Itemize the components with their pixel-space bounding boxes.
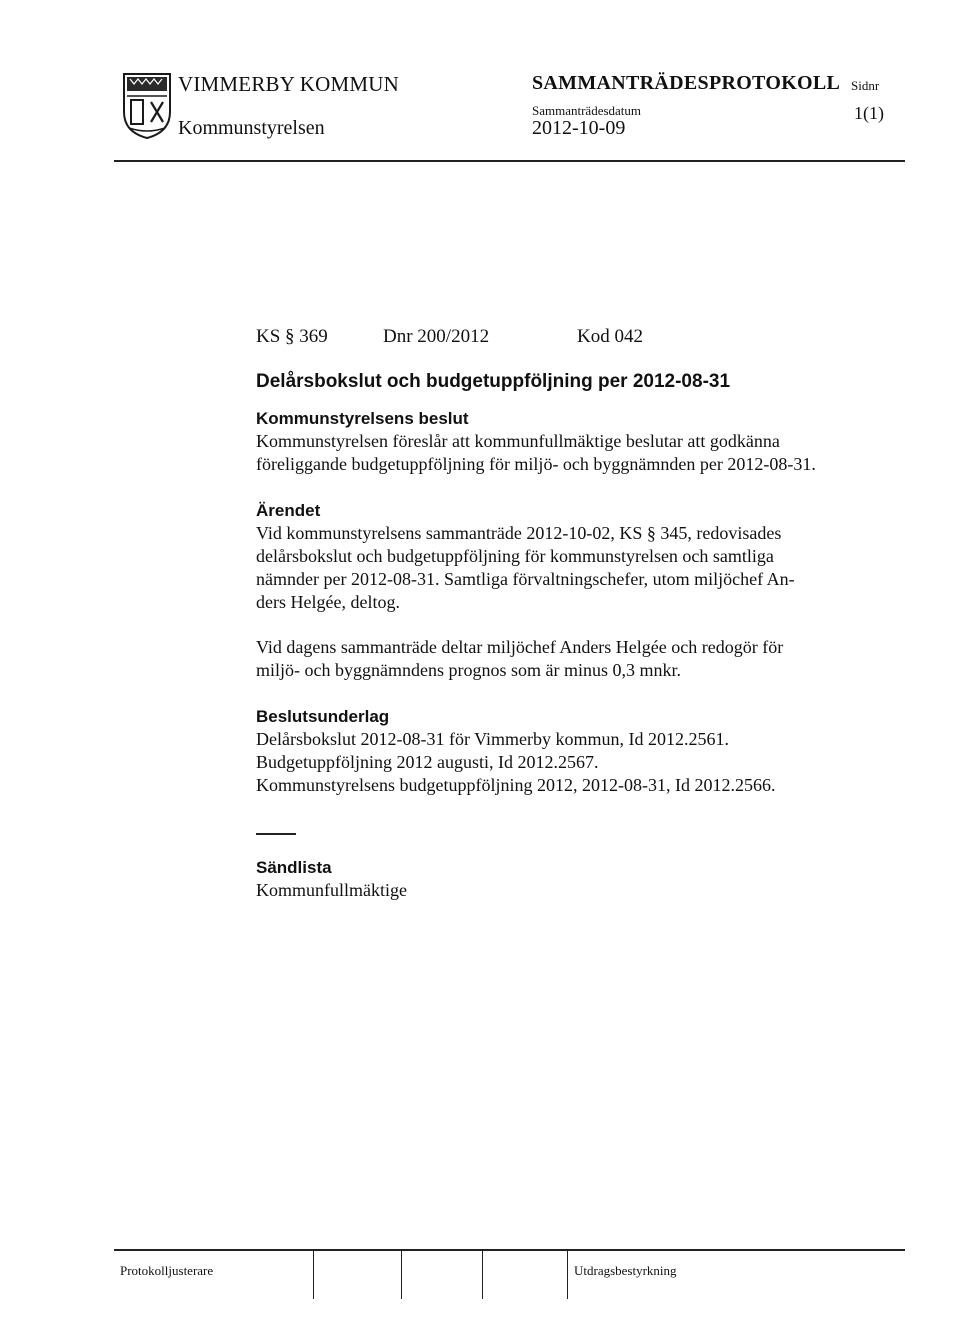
header-divider: [114, 160, 905, 162]
signature-box-divider: [313, 1251, 314, 1299]
basis-item: Delårsbokslut 2012-08-31 för Vimmerby kommun, Id 2012.2561.: [256, 729, 730, 749]
distribution-item: Kommunfullmäktige: [256, 879, 407, 900]
basis-item: Budgetuppföljning 2012 augusti, Id 2012.2567.: [256, 752, 599, 772]
signature-box-divider: [401, 1251, 402, 1299]
department-name: Kommunstyrelsen: [178, 117, 325, 139]
coat-of-arms-logo: [122, 72, 172, 140]
organisation-name: VIMMERBY KOMMUN: [178, 72, 399, 96]
distribution-list: [256, 879, 876, 902]
case-diary-number: Dnr 200/2012: [383, 326, 490, 347]
decision-text: [256, 430, 876, 476]
matter-line: Vid dagens sammanträde deltar miljöchef Anders Helgée och redogör för: [256, 637, 784, 657]
decision-line: föreliggande budgetuppföljning för miljö- och byggnämnden per 2012-08-31.: [256, 454, 816, 474]
decision-line: Kommunstyrelsen föreslår att kommunfullmäktige beslutar att godkänna: [256, 431, 780, 451]
footer-divider: [114, 1249, 905, 1251]
matter-heading: Ärendet: [256, 501, 321, 520]
case-paragraph-number: KS § 369: [256, 326, 328, 347]
page-number: 1(1): [854, 103, 884, 123]
case-code: Kod 042: [577, 326, 643, 347]
signature-box-divider: [482, 1251, 483, 1299]
document-title: Delårsbokslut och budgetuppföljning per 2012-08-31: [256, 371, 731, 392]
matter-line: delårsbokslut och budgetuppföljning för kommunstyrelsen och samtliga: [256, 546, 774, 566]
matter-line: nämnder per 2012-08-31. Samtliga förvaltningschefer, utom miljöchef An-: [256, 569, 795, 589]
decision-heading: Kommunstyrelsens beslut: [256, 409, 469, 428]
basis-item: Kommunstyrelsens budgetuppföljning 2012, 2012-08-31, Id 2012.2566.: [256, 775, 776, 795]
distribution-heading: Sändlista: [256, 857, 332, 877]
basis-heading: Beslutsunderlag: [256, 707, 390, 726]
footer-certification-label: Utdragsbestyrkning: [574, 1263, 677, 1278]
signature-box-divider: [567, 1251, 568, 1299]
matter-line: ders Helgée, deltog.: [256, 592, 400, 612]
meeting-date-label: Sammanträdesdatum: [532, 103, 642, 118]
document-type: SAMMANTRÄDESPROTOKOLL: [532, 72, 841, 94]
matter-line: Vid kommunstyrelsens sammanträde 2012-10-02, KS § 345, redovisades: [256, 523, 782, 543]
matter-paragraph-1: [256, 522, 876, 614]
basis-list: [256, 728, 876, 797]
matter-line: miljö- och byggnämndens prognos som är minus 0,3 mnkr.: [256, 660, 681, 680]
meeting-date: 2012-10-09: [532, 117, 626, 139]
matter-paragraph-2: [256, 636, 876, 682]
page-label: Sidnr: [851, 78, 880, 93]
footer-adjuster-label: Protokolljusterare: [120, 1263, 214, 1278]
document-body: [256, 370, 876, 902]
